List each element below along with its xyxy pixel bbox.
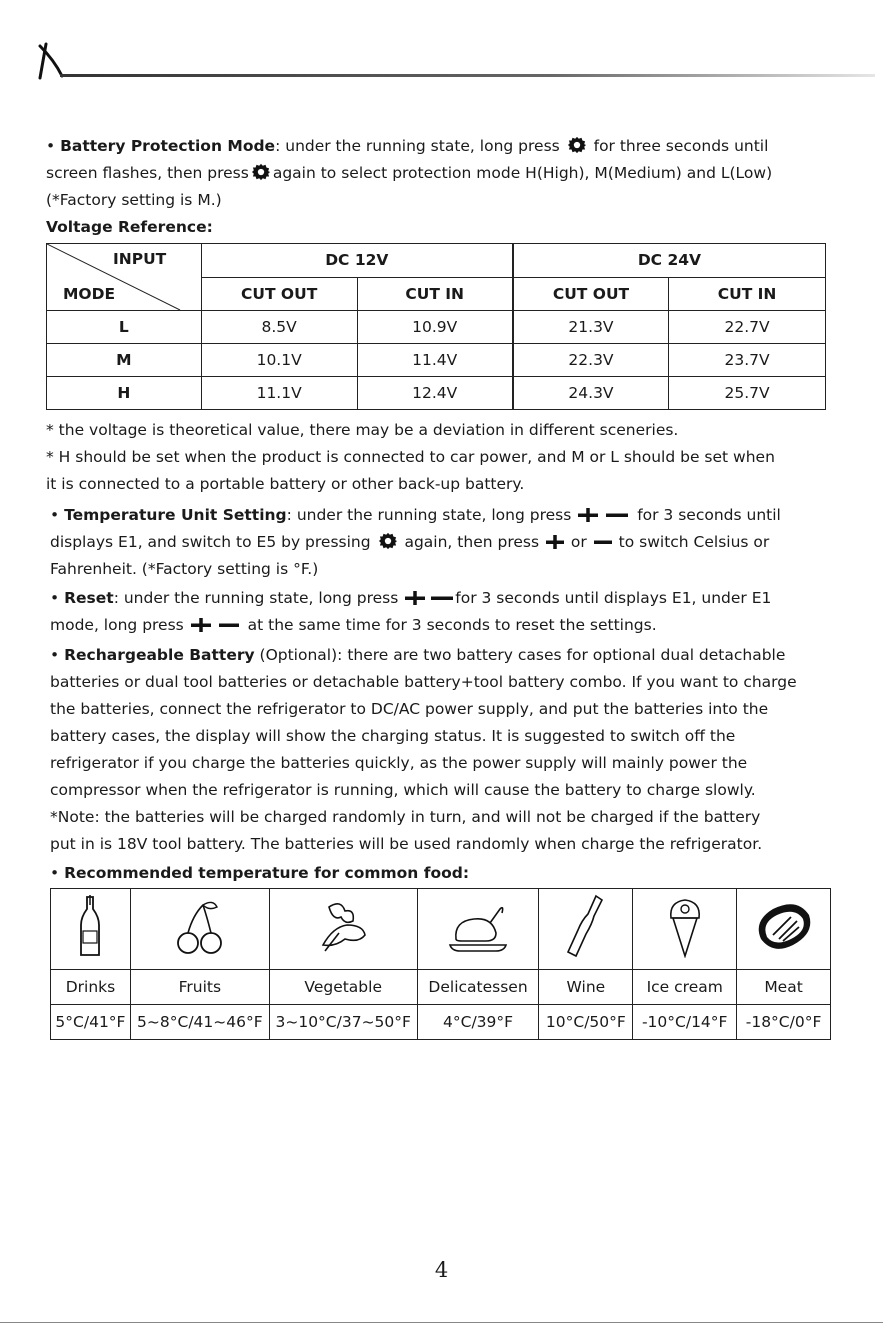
rechargeable-line: compressor when the refrigerator is running, which will cause the battery to charge slowly.: [50, 781, 756, 799]
page-number: 4: [434, 1258, 449, 1282]
ice-cream-icon: [665, 896, 705, 958]
header-rule: [60, 74, 875, 77]
dc12-header: DC 12V: [201, 244, 513, 278]
gear-button-icon: [379, 532, 397, 550]
value-cell: 21.3V: [513, 311, 669, 344]
mode-cell: L: [47, 311, 202, 344]
mode-cell: H: [47, 377, 202, 410]
plus-minus-icon: [191, 618, 241, 632]
rechargeable-line: battery cases, the display will show the charging status. It is suggested to switch off the: [50, 727, 736, 745]
roast-chicken-icon: [446, 899, 510, 955]
reset-title: Reset: [64, 589, 114, 607]
food-icon-row: [51, 889, 831, 970]
food-icon-cell: [269, 889, 417, 970]
food-temp-cell: -10°C/14°F: [633, 1005, 737, 1040]
value-cell: 11.4V: [357, 344, 513, 377]
input-mode-header-cell: [47, 244, 202, 311]
note-mode-line1: * H should be set when the product is connected to car power, and M or L should be set when: [46, 448, 775, 466]
food-name-cell: Delicatessen: [417, 970, 539, 1005]
dc24-cut-out-header: CUT OUT: [513, 277, 669, 311]
food-temperature-table: [50, 888, 831, 1040]
note-mode-line2: it is connected to a portable battery or other back-up battery.: [46, 475, 525, 493]
cherry-icon: [175, 897, 225, 957]
value-cell: 12.4V: [357, 377, 513, 410]
temperature-unit-line3: Fahrenheit. (*Factory setting is °F.): [50, 560, 319, 578]
food-name-row: [51, 970, 831, 1005]
rechargeable-line: *Note: the batteries will be charged randomly in turn, and will not be charged if the battery: [50, 808, 761, 826]
food-temp-cell: 4°C/39°F: [417, 1005, 539, 1040]
food-temp-cell: 5~8°C/41~46°F: [130, 1005, 269, 1040]
battery-protection-line2: screen flashes, then press again to select protection mode H(High), M(Medium) and L(Low): [46, 164, 773, 182]
bottom-rule: [0, 1322, 883, 1323]
table-row: [47, 377, 826, 410]
food-name-cell: Wine: [539, 970, 633, 1005]
food-icon-cell: [539, 889, 633, 970]
temperature-unit-line1: • Temperature Unit Setting: under the running state, long press for 3 seconds until: [50, 506, 781, 524]
value-cell: 25.7V: [669, 377, 826, 410]
value-cell: 10.1V: [201, 344, 357, 377]
rechargeable-title: Rechargeable Battery: [64, 646, 255, 664]
steak-icon: [753, 899, 815, 955]
food-icon-cell: [633, 889, 737, 970]
battery-protection-line1: • Battery Protection Mode: under the running state, long press for three seconds until: [46, 137, 769, 155]
reset-line1: • Reset: under the running state, long press for 3 seconds until displays E1, under E1: [50, 589, 772, 607]
rechargeable-line1: • Rechargeable Battery (Optional): there are two battery cases for optional dual detachable: [50, 646, 786, 664]
rechargeable-line: put in is 18V tool battery. The batteries will be used randomly when charge the refrigerator.: [50, 835, 763, 853]
rechargeable-line: batteries or dual tool batteries or detachable battery+tool battery combo. If you want to charge: [50, 673, 797, 691]
food-temp-cell: -18°C/0°F: [737, 1005, 831, 1040]
battery-protection-title: Battery Protection Mode: [60, 137, 276, 155]
value-cell: 8.5V: [201, 311, 357, 344]
food-name-cell: Fruits: [130, 970, 269, 1005]
table-row: [47, 311, 826, 344]
voltage-reference-title: Voltage Reference:: [46, 218, 213, 236]
dc12-cut-out-header: CUT OUT: [201, 277, 357, 311]
food-temp-cell: 10°C/50°F: [539, 1005, 633, 1040]
food-section-title: • Recommended temperature for common food:: [50, 864, 470, 882]
value-cell: 22.7V: [669, 311, 826, 344]
temperature-unit-title: Temperature Unit Setting: [64, 506, 287, 524]
mode-cell: M: [47, 344, 202, 377]
food-name-cell: Ice cream: [633, 970, 737, 1005]
food-icon-cell: [130, 889, 269, 970]
note-voltage: * the voltage is theoretical value, there may be a deviation in different sceneries.: [46, 421, 679, 439]
food-icon-cell: [51, 889, 131, 970]
food-temp-cell: 5°C/41°F: [51, 1005, 131, 1040]
header-mode-label: MODE: [63, 285, 116, 303]
temperature-unit-line2: displays E1, and switch to E5 by pressing again, then press or to switch Celsius or: [50, 533, 770, 551]
voltage-reference-table: [46, 243, 826, 410]
table-row: [47, 344, 826, 377]
dc24-cut-in-header: CUT IN: [669, 277, 826, 311]
food-name-cell: Meat: [737, 970, 831, 1005]
reset-line2: mode, long press at the same time for 3 seconds to reset the settings.: [50, 616, 657, 634]
plus-minus-icon: [578, 508, 630, 522]
food-icon-cell: [417, 889, 539, 970]
rechargeable-line: the batteries, connect the refrigerator to DC/AC power supply, and put the batteries into the: [50, 700, 769, 718]
rechargeable-line: refrigerator if you charge the batteries quickly, as the power supply will mainly power the: [50, 754, 748, 772]
vegetable-icon: [315, 899, 371, 955]
gear-button-icon: [568, 136, 586, 154]
value-cell: 22.3V: [513, 344, 669, 377]
food-temp-row: [51, 1005, 831, 1040]
food-icon-cell: [737, 889, 831, 970]
plus-minus-icon: [405, 591, 453, 605]
wine-bottle-icon: [566, 894, 606, 960]
drink-bottle-icon: [75, 895, 105, 959]
value-cell: 10.9V: [357, 311, 513, 344]
value-cell: 23.7V: [669, 344, 826, 377]
dc24-header: DC 24V: [513, 244, 826, 278]
food-name-cell: Vegetable: [269, 970, 417, 1005]
gear-button-icon: [252, 163, 270, 181]
value-cell: 11.1V: [201, 377, 357, 410]
food-temp-cell: 3~10°C/37~50°F: [269, 1005, 417, 1040]
food-name-cell: Drinks: [51, 970, 131, 1005]
minus-icon: [594, 535, 612, 549]
plus-icon: [546, 535, 564, 549]
battery-protection-line3: (*Factory setting is M.): [46, 191, 222, 209]
header-input-label: INPUT: [113, 250, 167, 268]
dc12-cut-in-header: CUT IN: [357, 277, 513, 311]
value-cell: 24.3V: [513, 377, 669, 410]
